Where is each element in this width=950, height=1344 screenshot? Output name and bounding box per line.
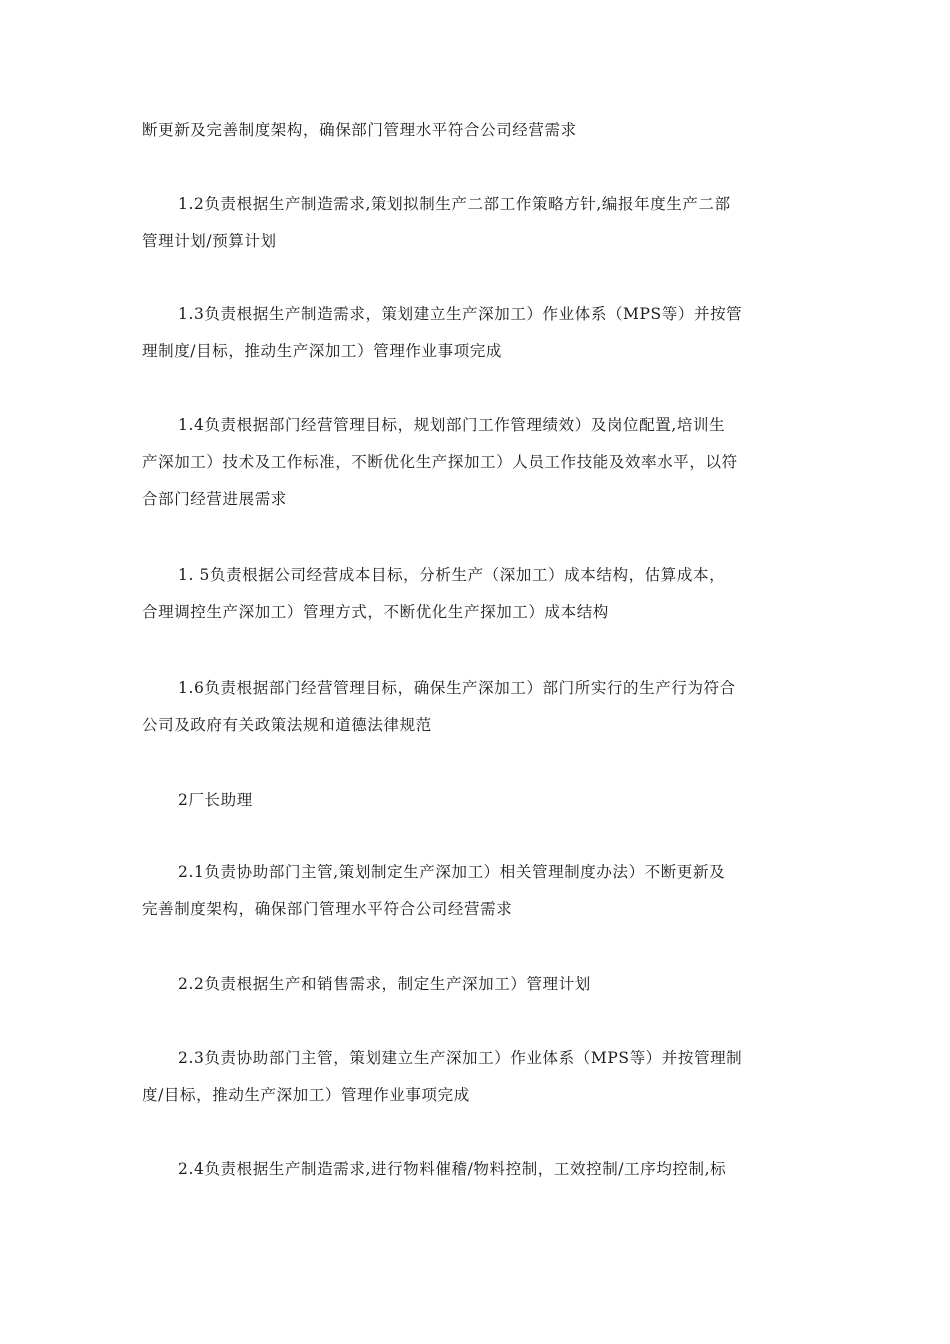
- text-line: 产深加工）技术及工作标准，不断优化生产探加工）人员工作技能及效率水平，以符: [142, 453, 738, 471]
- paragraph-2-2: [142, 966, 822, 1003]
- paragraph-continuation: [142, 112, 822, 149]
- paragraph-1-5: [142, 557, 822, 631]
- text-line: 断更新及完善制度架构，确保部门管理水平符合公司经营需求: [142, 121, 577, 139]
- text-line: 度/目标，推动生产深加工）管理作业事项完成: [142, 1086, 470, 1104]
- section-heading: [142, 782, 822, 819]
- paragraph-2-3: [142, 1040, 822, 1114]
- text-line: 2.2负责根据生产和销售需求，制定生产深加工）管理计划: [178, 975, 591, 993]
- paragraph-2-1: [142, 854, 822, 928]
- text-line: 2.4负责根据生产制造需求,进行物料催稽/物料控制，工效控制/工序均控制,标: [178, 1160, 727, 1178]
- text-line: 管理计划/预算计划: [142, 232, 277, 250]
- text-line: 1.6负责根据部门经营管理目标，确保生产深加工）部门所实行的生产行为符合: [178, 679, 736, 697]
- text-line: 合理调控生产深加工）管理方式，不断优化生产探加工）成本结构: [142, 603, 609, 621]
- text-line: 1.2负责根据生产制造需求,策划拟制生产二部工作策略方针,编报年度生产二部: [178, 195, 731, 213]
- text-line: 1.3负责根据生产制造需求，策划建立生产深加工）作业体系（MPS等）并按管: [178, 305, 743, 323]
- text-line: 完善制度架构，确保部门管理水平符合公司经营需求: [142, 900, 513, 918]
- text-line: 理制度/目标，推动生产深加工）管理作业事项完成: [142, 342, 503, 360]
- text-line: 2.3负责协助部门主管，策划建立生产深加工）作业体系（MPS等）并按管理制: [178, 1049, 743, 1067]
- text-line: 1.4负责根据部门经营管理目标，规划部门工作管理绩效）及岗位配置,培训生: [178, 416, 726, 434]
- text-line: 1. 5负责根据公司经营成本目标，分析生产（深加工）成本结构，估算成本，: [178, 566, 726, 584]
- text-line: 2厂长助理: [178, 791, 253, 809]
- text-line: 2.1负责协助部门主管,策划制定生产深加工）相关管理制度办法）不断更新及: [178, 863, 726, 881]
- paragraph-1-3: [142, 296, 822, 370]
- paragraph-1-2: [142, 186, 822, 260]
- paragraph-1-6: [142, 670, 822, 744]
- paragraph-2-4: [142, 1151, 822, 1188]
- text-line: 公司及政府有关政策法规和道德法律规范: [142, 716, 432, 734]
- paragraph-1-4: [142, 407, 822, 518]
- text-line: 合部门经营进展需求: [142, 490, 287, 508]
